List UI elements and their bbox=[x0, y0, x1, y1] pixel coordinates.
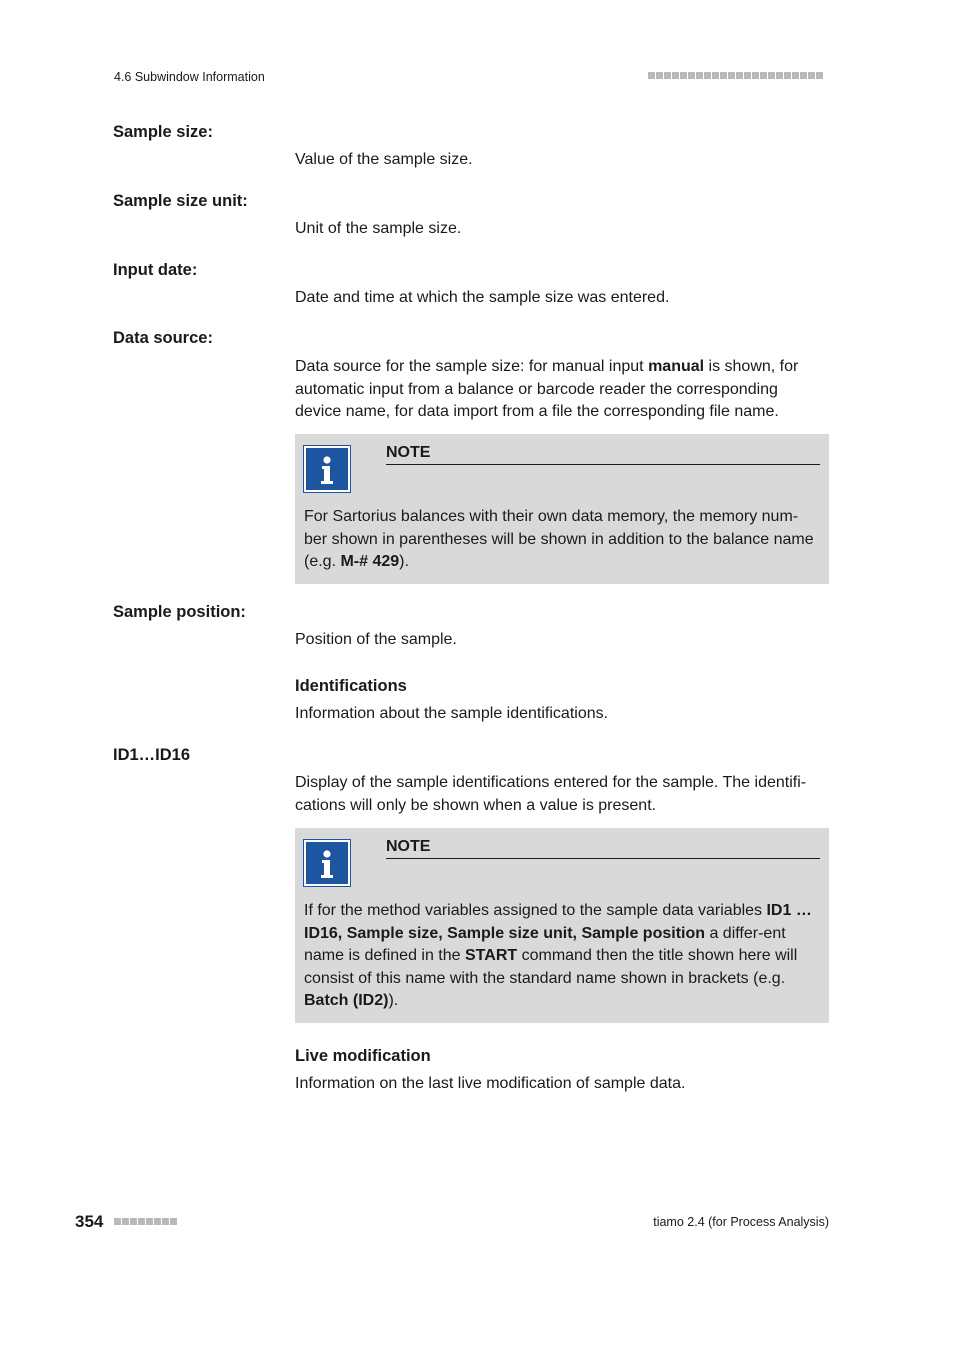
page-number: 354 bbox=[75, 1212, 104, 1231]
desc-id1-id16: Display of the sample identifications entered for the sample. The identifi-cations will only be shown when a value is present. bbox=[295, 774, 807, 814]
note-title: NOTE bbox=[386, 444, 820, 465]
footer-product: tiamo 2.4 (for Process Analysis) bbox=[653, 1215, 829, 1229]
running-header: 4.6 Subwindow Information bbox=[114, 70, 265, 84]
term-input-date: Input date: bbox=[113, 261, 198, 279]
desc-data-source: Data source for the sample size: for manual input manual is shown, for automatic input from a balance or barcode reader the corresponding device name, for data import from a file the corresponding file name. bbox=[295, 358, 799, 420]
term-id1-id16: ID1…ID16 bbox=[113, 746, 191, 764]
desc-identifications: Information about the sample identifications. bbox=[295, 705, 609, 722]
desc-input-date: Date and time at which the sample size was entered. bbox=[295, 289, 670, 306]
term-sample-size: Sample size: bbox=[113, 123, 213, 141]
info-icon bbox=[304, 840, 350, 886]
note-body: If for the method variables assigned to the sample data variables ID1 … ID16, Sample size, Sample size unit, Sample position a differ-ent name is defined in the START command then the title shown here will consist of this name with the standard name shown in brackets (e.g. Batch (ID2)). bbox=[304, 902, 812, 1009]
header-decoration bbox=[648, 72, 823, 79]
note-box-method-variables bbox=[295, 828, 829, 1023]
footer-decoration bbox=[114, 1218, 177, 1225]
term-data-source: Data source: bbox=[113, 329, 213, 347]
desc-live-modification: Information on the last live modification of sample data. bbox=[295, 1075, 686, 1092]
desc-sample-size: Value of the sample size. bbox=[295, 151, 473, 168]
heading-live-modification: Live modification bbox=[295, 1047, 431, 1065]
term-sample-size-unit: Sample size unit: bbox=[113, 192, 248, 210]
note-body: For Sartorius balances with their own data memory, the memory num-ber shown in parentheses will be shown in addition to the balance name (e.g. M-# 429). bbox=[304, 508, 814, 570]
term-sample-position: Sample position: bbox=[113, 603, 246, 621]
desc-sample-size-unit: Unit of the sample size. bbox=[295, 220, 462, 237]
note-title: NOTE bbox=[386, 838, 820, 859]
desc-sample-position: Position of the sample. bbox=[295, 631, 457, 648]
heading-identifications: Identifications bbox=[295, 677, 407, 695]
info-icon bbox=[304, 446, 350, 492]
note-box-sartorius bbox=[295, 434, 829, 584]
